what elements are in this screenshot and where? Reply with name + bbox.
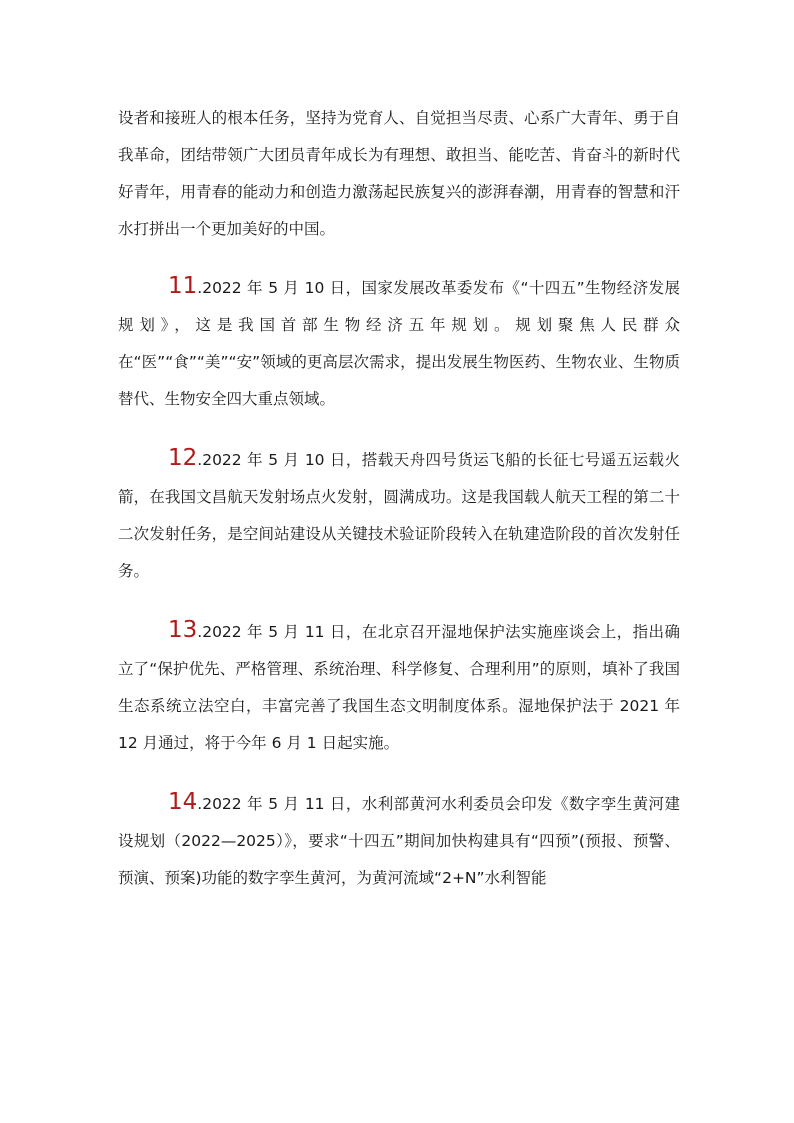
item-text: .2022 年 5 月 11 日，水利部黄河水利委员会印发《数字孪生黄河建设规划（2022—2025）》，要求“十四五”期间加快构建具有“四预”(预报、预警、预演、预案)功能的数字孪生黄河，为黄河流域“2+N”水利智能 bbox=[118, 795, 680, 887]
news-item-paragraph bbox=[118, 612, 680, 762]
item-text: .2022 年 5 月 11 日，在北京召开湿地保护法实施座谈会上，指出确立了“保护优先、严格管理、系统治理、科学修复、合理利用”的原则，填补了我国生态系统立法空白，丰富完善了我国生态文明制度体系。湿地保护法于 2021 年 12 月通过，将于今年 6 月 1 日起实施。 bbox=[118, 623, 680, 752]
news-item-11 bbox=[118, 268, 680, 418]
intro-paragraph: 设者和接班人的根本任务，坚持为党育人、自觉担当尽责、心系广大青年、勇于自我革命，团结带领广大团员青年成长为有理想、敢担当、能吃苦、肯奋斗的新时代好青年，用青春的能动力和创造力激荡起民族复兴的澎湃春潮，用青春的智慧和汗水打拼出一个更加美好的中国。 bbox=[118, 109, 680, 238]
item-text: .2022 年 5 月 10 日，国家发展改革委发布《“十四五”生物经济发展规划》，这是我国首部生物经济五年规划。规划聚焦人民群众在“医”“食”“美”“安”领域的更高层次需求，提出发展生物医药、生物农业、生物质替代、生物安全四大重点领域。 bbox=[118, 279, 680, 408]
document-page bbox=[118, 100, 680, 919]
news-item-paragraph bbox=[118, 268, 680, 418]
item-number: 14 bbox=[168, 789, 198, 815]
news-item-13 bbox=[118, 612, 680, 762]
item-number: 12 bbox=[168, 445, 198, 471]
news-item-14 bbox=[118, 784, 680, 897]
item-number: 13 bbox=[168, 617, 198, 643]
item-text: .2022 年 5 月 10 日，搭载天舟四号货运飞船的长征七号遥五运载火箭，在我国文昌航天发射场点火发射，圆满成功。这是我国载人航天工程的第二十二次发射任务，是空间站建设从关键技术验证阶段转入在轨建造阶段的首次发射任务。 bbox=[118, 451, 680, 580]
item-number: 11 bbox=[168, 273, 198, 299]
news-item-paragraph bbox=[118, 784, 680, 897]
news-item-12 bbox=[118, 440, 680, 590]
news-item-paragraph bbox=[118, 440, 680, 590]
